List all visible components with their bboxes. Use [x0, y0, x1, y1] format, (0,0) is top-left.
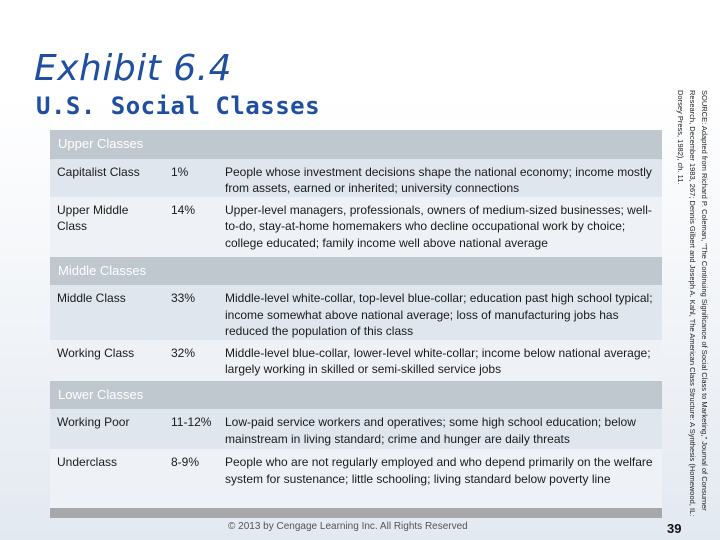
table-row: [50, 159, 662, 197]
table-row: [50, 409, 662, 449]
section-header-middle: [50, 257, 662, 286]
table-row: [50, 285, 662, 340]
class-percent: 32%: [164, 340, 218, 381]
table-row: [50, 197, 662, 257]
table-row: [50, 340, 662, 381]
class-description: People whose investment decisions shape the national economy; income mostly from assets, earned or inherited; university connections: [218, 159, 662, 197]
slide-subtitle: U.S. Social Classes: [36, 92, 321, 120]
social-class-table: [50, 130, 662, 518]
section-heading: Lower Classes: [50, 381, 662, 410]
source-citation: [674, 90, 710, 530]
class-percent: 11-12%: [164, 409, 218, 449]
class-name: Working Class: [50, 340, 164, 381]
exhibit-title: Exhibit 6.4: [34, 48, 233, 89]
class-name: Underclass: [50, 449, 164, 508]
class-name: Working Poor: [50, 409, 164, 449]
class-percent: 1%: [164, 159, 218, 197]
class-percent: 14%: [164, 197, 218, 257]
class-percent: 33%: [164, 285, 218, 340]
table-row: [50, 449, 662, 508]
page-number: 39: [667, 521, 682, 536]
class-description: Upper-level managers, professionals, owners of medium-sized businesses; well-to-do, stay-at-home homemakers who decline occupational work by choice; college educated; family income well above national average: [218, 197, 662, 257]
class-description: Middle-level blue-collar, lower-level white-collar; income below national average; largely working in skilled or semi-skilled service jobs: [218, 340, 662, 381]
section-header-lower: [50, 381, 662, 410]
class-name: Upper Middle Class: [50, 197, 164, 257]
class-description: People who are not regularly employed and who depend primarily on the welfare system for sustenance; little schooling; living standard below poverty line: [218, 449, 662, 508]
class-description: Low-paid service workers and operatives; some high school education; below mainstream in living standard; crime and hunger are daily threats: [218, 409, 662, 449]
section-heading: Middle Classes: [50, 257, 662, 286]
source-text: SOURCE: Adapted from Richard P. Coleman, "The Continuing Significance of Social Class to Marketing," Journal of Consumer Research, December 1983, 267; Dennis Gilbert and Joseph A. Kahl, The American Class Structure: A Synthesis (Homewood, IL: Dorsey Press, 1982), ch. 11.: [676, 90, 709, 517]
copyright-footer: © 2013 by Cengage Learning Inc. All Rights Reserved: [228, 521, 468, 532]
class-description: Middle-level white-collar, top-level blue-collar; education past high school typical; income somewhat above national average; loss of manufacturing jobs has reduced the population of this class: [218, 285, 662, 340]
class-name: Middle Class: [50, 285, 164, 340]
section-heading: Upper Classes: [50, 130, 662, 159]
section-header-upper: [50, 130, 662, 159]
class-name: Capitalist Class: [50, 159, 164, 197]
class-percent: 8-9%: [164, 449, 218, 508]
